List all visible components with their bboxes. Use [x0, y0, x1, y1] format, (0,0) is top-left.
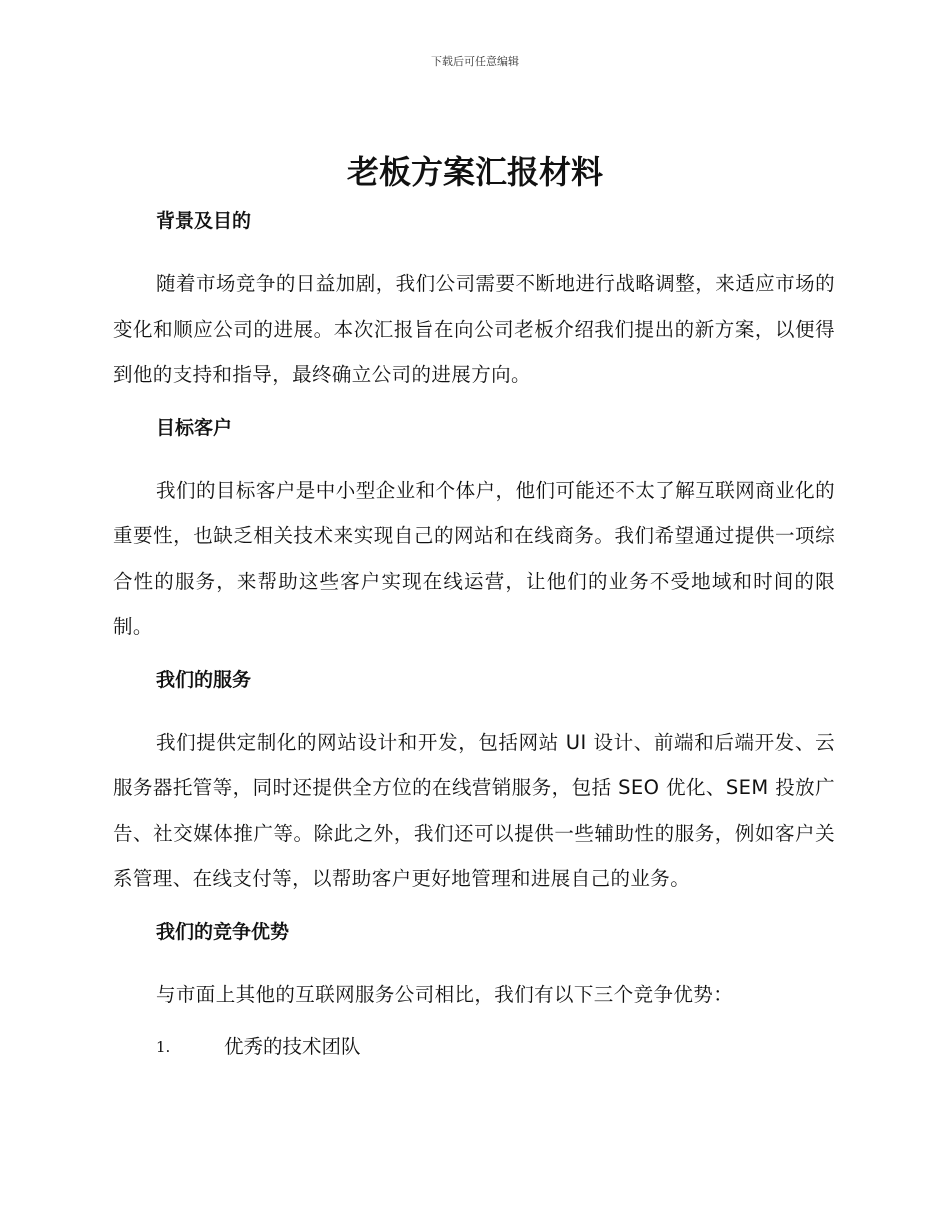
document-title: 老板方案汇报材料	[346, 153, 603, 191]
list-item	[113, 1031, 835, 1063]
section-background	[113, 205, 835, 398]
document-body	[113, 205, 835, 1063]
list-item-number: 1.	[156, 1038, 171, 1056]
section-target-customers	[113, 412, 835, 650]
section-heading: 我们的竞争优势	[156, 920, 290, 943]
section-heading: 背景及目的	[156, 210, 252, 232]
section-our-services	[113, 664, 835, 902]
section-paragraph: 与市面上其他的互联网服务公司相比，我们有以下三个竞争优势：	[156, 982, 734, 1006]
section-competitive-advantages	[113, 916, 835, 1064]
section-paragraph: 我们提供定制化的网站设计和开发，包括网站 UI 设计、前端和后端开发、云服务器托管等，同时还提供全方位的在线营销服务，包括 SEO 优化、SEM 投放广告、社交媒体推广等。除此之外，我们还可以提供一些辅助性的服务，例如客户关系管理、在线支付等，以帮助客户更好地管理和进展自己的业务。	[113, 730, 835, 890]
section-paragraph: 随着市场竞争的日益加剧，我们公司需要不断地进行战略调整，来适应市场的变化和顺应公司的进展。本次汇报旨在向公司老板介绍我们提出的新方案，以便得到他的支持和指导，最终确立公司的进展方向。	[113, 272, 835, 386]
section-heading: 我们的服务	[156, 668, 252, 691]
list-item-text: 优秀的技术团队	[224, 1035, 361, 1058]
page-header-note: 下载后可任意编辑	[431, 55, 519, 68]
section-paragraph: 我们的目标客户是中小型企业和个体户，他们可能还不太了解互联网商业化的重要性，也缺乏相关技术来实现自己的网站和在线商务。我们希望通过提供一项综合性的服务，来帮助这些客户实现在线运营，让他们的业务不受地域和时间的限制。	[113, 478, 835, 638]
section-heading: 目标客户	[156, 416, 233, 439]
